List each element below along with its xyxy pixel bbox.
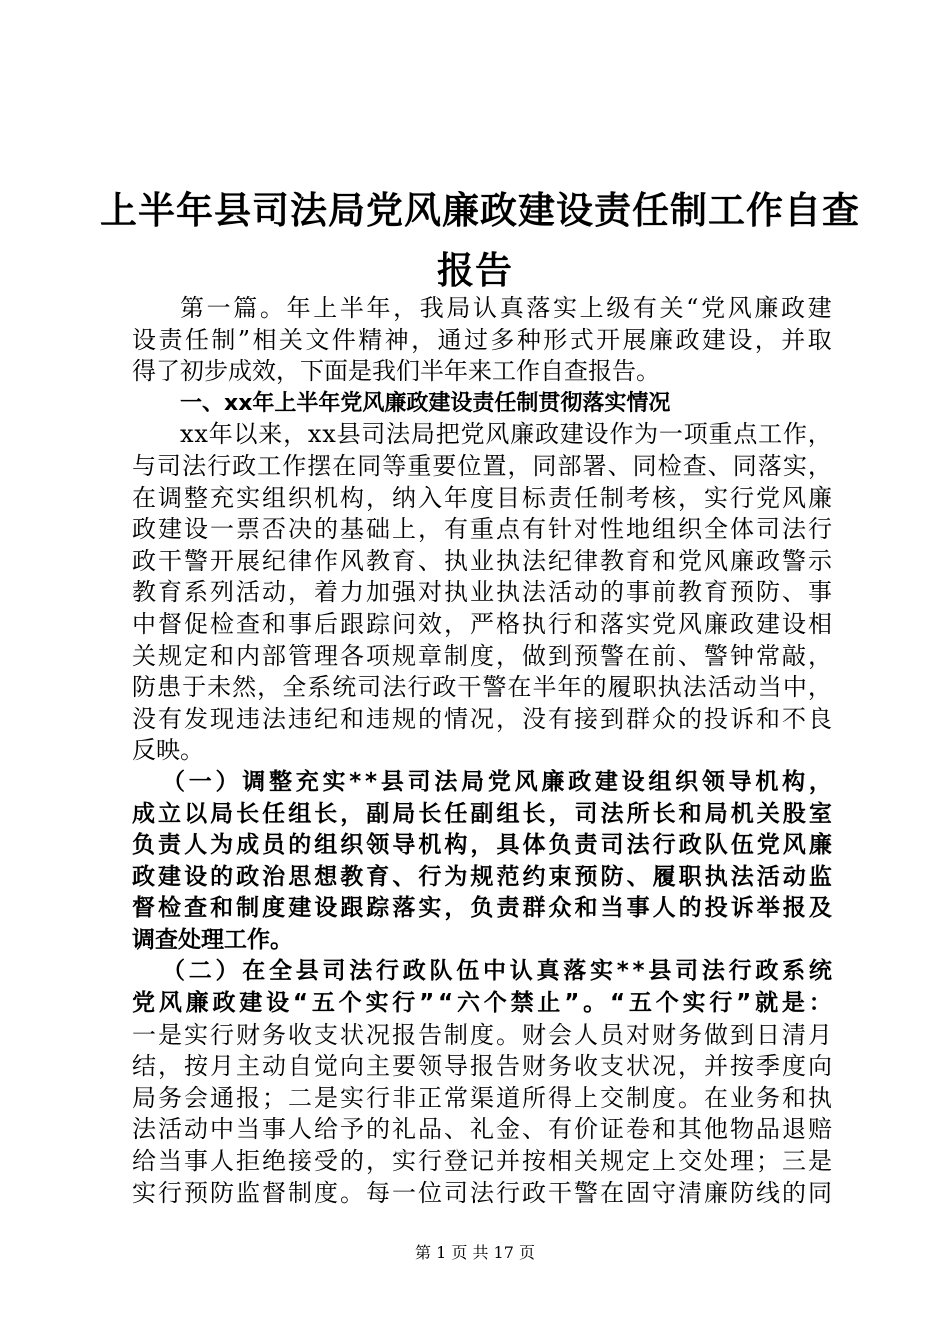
body-line: 政 干 警 开 展 纪 律 作 风 教 育 、 执 业 执 法 纪 律 教 育 和 党 风 廉 政 警 示 — [132, 546, 832, 575]
subsection-line: 成 立 以 局 长 任 组 长 ， 副 局 长 任 副 组 长 ， 司 法 所 长 和 局 机 关 股 室 — [132, 800, 832, 827]
body-line: 没 有 发 现 违 法 违 纪 和 违 规 的 情 况 ， 没 有 接 到 群 众 的 投 诉 和 不 良 — [132, 704, 832, 733]
body-line: 实 行 预 防 监 督 制 度 。 每 一 位 司 法 行 政 干 警 在 固 守 清 廉 防 线 的 同 — [132, 1178, 832, 1207]
subsection-line: 政 建 设 的 政 治 思 想 教 育 、 行 为 规 范 约 束 预 防 、 履 职 执 法 活 动 监 — [132, 863, 832, 890]
subsection-line: 党 风 廉 政 建 设 “ 五 个 实 行 ” “ 六 个 禁 止 ” 。 “ 五 个 实 行 ” 就 是 ： — [132, 990, 832, 1017]
document-title-line-2: 报告 — [437, 249, 513, 292]
body-line: 在 调 整 充 实 组 织 机 构 ， 纳 入 年 度 目 标 责 任 制 考 核 ， 实 行 党 风 廉 — [132, 483, 832, 512]
body-line: 防 患 于 未 然 ， 全 系 统 司 法 行 政 干 警 在 半 年 的 履 职 执 法 活 动 当 中 ， — [132, 673, 832, 702]
body-line: 关 规 定 和 内 部 管 理 各 项 规 章 制 度 ， 做 到 预 警 在 前 、 警 钟 常 敲 ， — [132, 641, 832, 670]
body-line: 法 活 动 中 当 事 人 给 予 的 礼 品 、 礼 金 、 有 价 证 卷 和 其 他 物 品 退 赔 — [132, 1115, 832, 1144]
subsection-line: 督 检 查 和 制 度 建 设 跟 踪 落 实 ， 负 责 群 众 和 当 事 人 的 投 诉 举 报 及 — [132, 895, 832, 922]
subsection-line: 负 责 人 为 成 员 的 组 织 领 导 机 构 ， 具 体 负 责 司 法 行 政 队 伍 党 风 廉 — [132, 832, 832, 859]
body-line: 局 务 会 通 报 ； 二 是 实 行 非 正 常 渠 道 所 得 上 交 制 度 。 在 业 务 和 执 — [132, 1083, 832, 1112]
body-line: 反映。 — [132, 736, 204, 765]
document-body — [132, 293, 832, 1209]
body-line: 给 当 事 人 拒 绝 接 受 的 ， 实 行 登 记 并 按 相 关 规 定 上 交 处 理 ； 三 是 — [132, 1147, 832, 1176]
section-heading: 一、xx年上半年党风廉政建设责任制贯彻落实情况 — [180, 390, 671, 416]
body-line: x x 年 以 来 ， x x 县 司 法 局 把 党 风 廉 政 建 设 作 为 一 项 重 点 工 作 ， — [180, 420, 832, 449]
subsection-line: （ 二 ） 在 全 县 司 法 行 政 队 伍 中 认 真 落 实 * * 县 司 法 行 政 系 统 — [162, 958, 832, 985]
body-line: 得了初步成效，下面是我们半年来工作自查报告。 — [132, 357, 660, 386]
subsection-line: 调查处理工作。 — [132, 926, 293, 953]
body-line: 政 建 设 一 票 否 决 的 基 础 上 ， 有 重 点 有 针 对 性 地 组 织 全 体 司 法 行 — [132, 515, 832, 544]
body-line: 一 是 实 行 财 务 收 支 状 况 报 告 制 度 。 财 会 人 员 对 财 务 做 到 日 清 月 — [132, 1020, 832, 1049]
subsection-line: （ 一 ） 调 整 充 实 * * 县 司 法 局 党 风 廉 政 建 设 组 织 领 导 机 构 ， — [162, 768, 832, 795]
body-line: 结 ， 按 月 主 动 自 觉 向 主 要 领 导 报 告 财 务 收 支 状 况 ， 并 按 季 度 向 — [132, 1052, 832, 1081]
body-line: 第 一 篇 。 年 上 半 年 ， 我 局 认 真 落 实 上 级 有 关 “ 党 风 廉 政 建 — [180, 294, 832, 322]
document-title-line-1: 上半年县司法局党风廉政建设责任制工作自查 — [100, 189, 860, 232]
body-line: 教 育 系 列 活 动 ， 着 力 加 强 对 执 业 执 法 活 动 的 事 前 教 育 预 防 、 事 — [132, 578, 832, 607]
body-line: 与 司 法 行 政 工 作 摆 在 同 等 重 要 位 置 ， 同 部 署 、 同 检 查 、 同 落 实 ， — [132, 451, 832, 480]
body-line: 中 督 促 检 查 和 事 后 跟 踪 问 效 ， 严 格 执 行 和 落 实 党 风 廉 政 建 设 相 — [132, 609, 832, 638]
body-line: 设 责 任 制 ” 相 关 文 件 精 神 ， 通 过 多 种 形 式 开 展 廉 政 建 设 ， 并 取 — [132, 325, 832, 354]
page-footer: 第 1 页 共 17 页 — [415, 1243, 535, 1262]
